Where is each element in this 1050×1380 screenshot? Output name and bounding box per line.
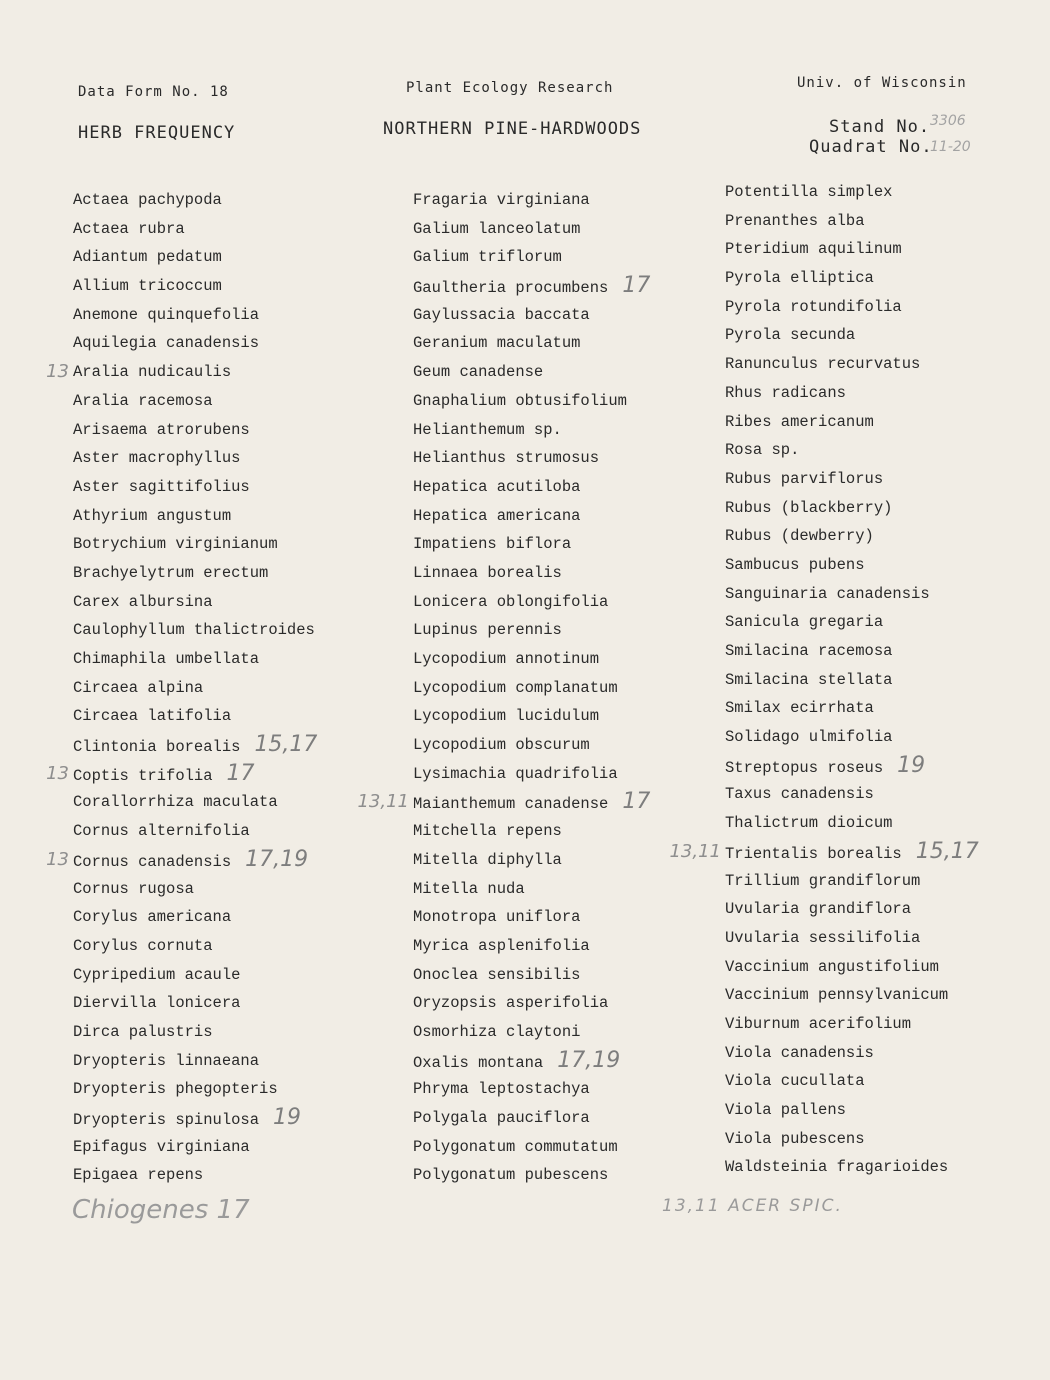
species-row [413, 1018, 650, 1047]
species-name: Lysimachia quadrifolia [413, 764, 618, 783]
species-name: Uvularia sessilifolia [725, 928, 921, 947]
species-name: Rosa sp. [725, 441, 800, 460]
species-row [413, 559, 650, 588]
species-row [413, 329, 650, 358]
species-row [413, 817, 650, 846]
species-name: Lycopodium complanatum [413, 678, 618, 697]
species-name: Gnaphalium obtusifolium [413, 391, 627, 410]
species-name: Ranunculus recurvatus [725, 355, 921, 374]
species-name: Carex albursina [73, 592, 213, 611]
species-name: Lonicera oblongifolia [413, 592, 609, 611]
handwritten-quadrat-note: 13,11 [357, 791, 409, 813]
species-row [73, 932, 317, 961]
species-name: Helianthus strumosus [413, 449, 600, 468]
species-row [46, 846, 317, 875]
species-row [413, 502, 650, 531]
species-name: Waldsteinia fragarioides [725, 1158, 949, 1177]
species-name: Rhus radicans [725, 383, 846, 402]
species-column-1 [46, 186, 318, 1190]
species-name: Ribes americanum [725, 412, 874, 431]
species-name: Dirca palustris [73, 1022, 213, 1041]
species-name: Adiantum pedatum [73, 248, 222, 267]
species-name: Mitella diphylla [413, 850, 562, 869]
handwritten-frequency-note: 17 [622, 789, 651, 815]
species-row [73, 903, 317, 932]
species-row [725, 1153, 979, 1182]
species-name: Lupinus perennis [413, 621, 562, 640]
species-row [73, 1075, 317, 1104]
species-row [413, 588, 650, 617]
species-row [73, 1104, 317, 1133]
species-row [725, 1010, 979, 1039]
species-row [73, 1018, 317, 1047]
species-name: Potentilla simplex [725, 183, 893, 201]
species-row [725, 1096, 979, 1125]
species-name: Fragaria virginiana [413, 191, 590, 209]
species-row [413, 989, 650, 1018]
species-row [413, 1104, 650, 1133]
species-column-2 [357, 186, 651, 1190]
species-row [73, 961, 317, 990]
species-row [413, 1161, 650, 1190]
species-row [413, 616, 650, 645]
species-name: Corallorrhiza maculata [73, 793, 278, 812]
species-name: Athyrium angustum [73, 506, 232, 525]
species-row [413, 416, 650, 445]
species-name: Cornus alternifolia [73, 822, 250, 841]
species-name: Cypripedium acaule [73, 965, 241, 984]
species-row [413, 272, 650, 301]
species-name: Hepatica acutiloba [413, 477, 581, 496]
species-name: Polygala pauciflora [413, 1109, 590, 1127]
species-row [413, 358, 650, 387]
species-name: Smilacina racemosa [725, 642, 893, 660]
species-name: Phryma leptostachya [413, 1080, 590, 1099]
species-name: Pyrola secunda [725, 326, 856, 345]
handwritten-frequency-note: 19 [273, 1105, 302, 1130]
species-row [73, 186, 317, 215]
species-name: Streptopus roseus [725, 758, 884, 777]
species-name: Maianthemum canadense [413, 795, 609, 814]
species-name: Rubus parviflorus [725, 469, 884, 488]
species-row [725, 723, 979, 752]
species-row [73, 731, 317, 760]
handwritten-note-left: Chiogenes 17 [72, 1195, 250, 1225]
species-row [725, 1067, 979, 1096]
species-row [725, 379, 979, 408]
species-row [413, 186, 650, 215]
species-name: Sanguinaria canadensis [725, 584, 930, 603]
species-row [413, 444, 650, 473]
species-name: Viola canadensis [725, 1043, 874, 1062]
species-name: Chimaphila umbellata [73, 650, 260, 668]
species-column-3 [669, 178, 979, 1182]
species-name: Lycopodium obscurum [413, 736, 590, 755]
stand-label: Stand No. [829, 117, 931, 137]
handwritten-frequency-note: 17 [622, 273, 651, 299]
species-row [73, 702, 317, 731]
species-name: Aralia nudicaulis [73, 363, 232, 382]
handwritten-quadrat-note: 13 [46, 848, 69, 870]
species-name: Lycopodium annotinum [413, 650, 600, 668]
species-row [73, 301, 317, 330]
species-name: Viola cucullata [725, 1072, 865, 1091]
species-row [725, 293, 979, 322]
species-row [73, 243, 317, 272]
species-row [725, 207, 979, 236]
species-name: Pteridium aquilinum [725, 240, 902, 259]
species-row [725, 494, 979, 523]
species-name: Circaea alpina [73, 678, 204, 697]
species-row [725, 608, 979, 637]
species-name: Trillium grandiflorum [725, 871, 921, 890]
species-row [725, 924, 979, 953]
species-row [73, 616, 317, 645]
species-name: Cornus canadensis [73, 852, 232, 871]
species-name: Viola pallens [725, 1101, 846, 1119]
species-row [46, 760, 317, 789]
species-name: Taxus canadensis [725, 785, 874, 804]
species-row [73, 387, 317, 416]
handwritten-frequency-note: 15,17 [915, 838, 979, 864]
species-row [725, 895, 979, 924]
species-name: Oryzopsis asperifolia [413, 994, 609, 1013]
species-name: Polygonatum commutatum [413, 1137, 618, 1156]
species-row [46, 358, 317, 387]
species-name: Actaea rubra [73, 219, 185, 238]
species-row [725, 1125, 979, 1154]
species-row [725, 551, 979, 580]
species-name: Mitella nuda [413, 879, 525, 898]
species-row [73, 559, 317, 588]
form-number: Data Form No. 18 [78, 84, 229, 100]
species-name: Hepatica americana [413, 506, 581, 525]
species-name: Vaccinium angustifolium [725, 957, 939, 976]
species-row [413, 903, 650, 932]
species-row [413, 645, 650, 674]
species-name: Prenanthes alba [725, 211, 865, 230]
handwritten-note-right: 13,11 ACER SPIC. [662, 1196, 843, 1216]
species-name: Coptis trifolia [73, 766, 213, 785]
species-name: Uvularia grandiflora [725, 900, 912, 919]
species-name: Monotropa uniflora [413, 908, 581, 927]
species-row [725, 780, 979, 809]
species-name: Viola pubescens [725, 1129, 865, 1148]
species-name: Solidago ulmifolia [725, 728, 893, 747]
handwritten-quadrat-note: 13,11 [669, 840, 721, 862]
species-row [725, 522, 979, 551]
species-row [73, 645, 317, 674]
species-row [413, 961, 650, 990]
handwritten-frequency-note: 17,19 [245, 846, 309, 872]
quadrat-label: Quadrat No. [809, 137, 933, 157]
species-name: Pyrola rotundifolia [725, 297, 902, 316]
species-name: Anemone quinquefolia [73, 305, 260, 324]
handwritten-frequency-note: 17,19 [557, 1047, 621, 1073]
species-name: Cornus rugosa [73, 879, 194, 898]
species-row [73, 416, 317, 445]
species-name: Aralia racemosa [73, 391, 213, 410]
handwritten-quadrat-note: 13 [46, 762, 69, 784]
species-row [725, 465, 979, 494]
species-name: Epifagus virginiana [73, 1137, 250, 1156]
species-row [725, 408, 979, 437]
species-name: Allium tricoccum [73, 277, 222, 296]
species-name: Aster macrophyllus [73, 449, 241, 468]
species-name: Trientalis borealis [725, 844, 902, 863]
species-name: Smilax ecirrhata [725, 699, 874, 718]
species-row [413, 1075, 650, 1104]
stand-value: 3306 [930, 113, 966, 129]
handwritten-frequency-note: 15,17 [254, 732, 318, 758]
species-row [725, 580, 979, 609]
species-name: Corylus cornuta [73, 936, 213, 955]
species-row [413, 674, 650, 703]
university: Univ. of Wisconsin [797, 75, 967, 91]
handwritten-frequency-note: 17 [226, 760, 255, 786]
species-row [413, 760, 650, 789]
species-row [725, 350, 979, 379]
species-row [73, 215, 317, 244]
species-name: Mitchella repens [413, 822, 562, 841]
handwritten-frequency-note: 19 [897, 752, 926, 778]
species-row [73, 1133, 317, 1162]
species-row [725, 752, 979, 781]
species-name: Pyrola elliptica [725, 269, 874, 288]
species-row [73, 272, 317, 301]
species-row [73, 502, 317, 531]
species-row [73, 989, 317, 1018]
species-name: Onoclea sensibilis [413, 965, 581, 984]
species-row [413, 387, 650, 416]
species-name: Geum canadense [413, 363, 544, 382]
species-row [73, 788, 317, 817]
species-row [413, 932, 650, 961]
species-row [725, 953, 979, 982]
species-row [413, 530, 650, 559]
species-name: Dryopteris spinulosa [73, 1111, 260, 1129]
species-row [413, 1133, 650, 1162]
species-name: Thalictrum dioicum [725, 814, 893, 833]
species-row [725, 1039, 979, 1068]
species-name: Viburnum acerifolium [725, 1014, 912, 1033]
species-row [413, 243, 650, 272]
species-row [725, 436, 979, 465]
species-name: Brachyelytrum erectum [73, 563, 269, 582]
handwritten-quadrat-note: 13 [46, 361, 69, 383]
species-row [73, 329, 317, 358]
species-name: Arisaema atrorubens [73, 420, 250, 439]
species-row [725, 666, 979, 695]
species-row [413, 731, 650, 760]
species-name: Galium lanceolatum [413, 219, 581, 238]
species-row [73, 875, 317, 904]
species-row [725, 809, 979, 838]
species-name: Helianthemum sp. [413, 420, 562, 439]
species-row [413, 875, 650, 904]
species-row [725, 637, 979, 666]
form-title: HERB FREQUENCY [78, 123, 236, 143]
species-row [725, 981, 979, 1010]
species-row [73, 530, 317, 559]
species-row [725, 867, 979, 896]
species-row [413, 846, 650, 875]
species-name: Aster sagittifolius [73, 477, 250, 496]
species-row [725, 264, 979, 293]
species-name: Clintonia borealis [73, 738, 241, 757]
species-name: Diervilla lonicera [73, 994, 241, 1013]
species-name: Rubus (dewberry) [725, 527, 874, 546]
species-row [73, 674, 317, 703]
species-row [73, 817, 317, 846]
quadrat-value: 11-20 [930, 139, 971, 155]
species-name: Dryopteris phegopteris [73, 1080, 278, 1099]
species-name: Circaea latifolia [73, 707, 232, 726]
species-row [73, 444, 317, 473]
species-name: Linnaea borealis [413, 563, 562, 582]
species-name: Galium triflorum [413, 248, 562, 267]
species-name: Botrychium virginianum [73, 535, 278, 554]
species-row [725, 235, 979, 264]
community-title: NORTHERN PINE-HARDWOODS [383, 119, 642, 139]
species-name: Dryopteris linnaeana [73, 1051, 260, 1070]
species-name: Oxalis montana [413, 1053, 544, 1072]
species-row [725, 178, 979, 207]
species-row [357, 788, 651, 817]
species-name: Gaylussacia baccata [413, 305, 590, 324]
species-name: Impatiens biflora [413, 535, 572, 554]
species-name: Actaea pachypoda [73, 191, 222, 209]
species-row [725, 694, 979, 723]
organization: Plant Ecology Research [406, 80, 614, 96]
species-name: Lycopodium lucidulum [413, 707, 600, 726]
species-row [73, 588, 317, 617]
species-name: Epigaea repens [73, 1166, 204, 1185]
species-name: Geranium maculatum [413, 334, 581, 353]
species-row [73, 1047, 317, 1076]
species-row [413, 215, 650, 244]
species-row [413, 473, 650, 502]
species-row [413, 301, 650, 330]
species-row [73, 473, 317, 502]
species-row [669, 838, 979, 867]
species-row [73, 1161, 317, 1190]
species-name: Corylus americana [73, 908, 232, 927]
species-row [413, 1047, 650, 1076]
species-name: Vaccinium pennsylvanicum [725, 986, 949, 1005]
species-name: Polygonatum pubescens [413, 1166, 609, 1185]
species-name: Aquilegia canadensis [73, 334, 260, 353]
species-name: Sambucus pubens [725, 555, 865, 574]
species-name: Sanicula gregaria [725, 613, 884, 632]
species-name: Gaultheria procumbens [413, 279, 609, 298]
species-row [413, 702, 650, 731]
species-name: Caulophyllum thalictroides [73, 621, 315, 640]
species-row [725, 321, 979, 350]
species-name: Rubus (blackberry) [725, 498, 893, 517]
species-name: Smilacina stellata [725, 670, 893, 689]
species-name: Osmorhiza claytoni [413, 1022, 581, 1041]
species-name: Myrica asplenifolia [413, 936, 590, 955]
